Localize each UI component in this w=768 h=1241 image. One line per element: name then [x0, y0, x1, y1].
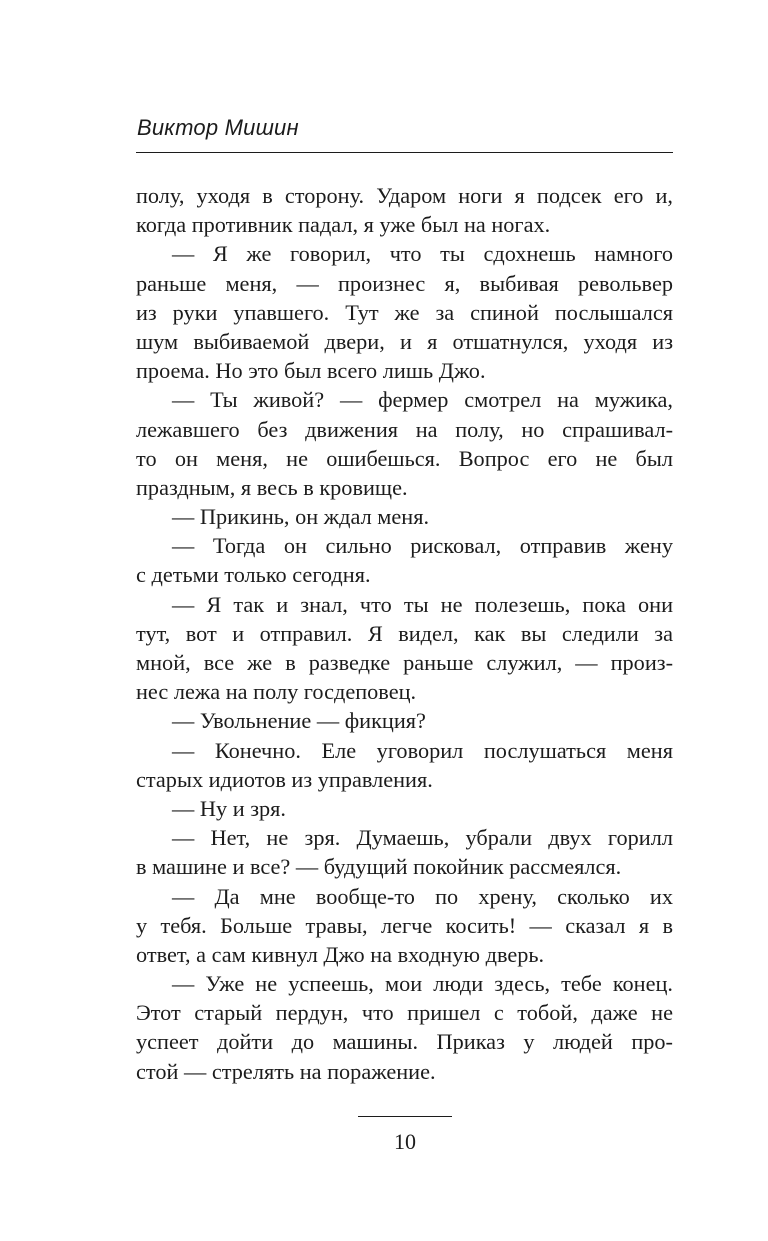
text-line: — Нет, не зря. Думаешь, убрали двух горилл [172, 825, 673, 851]
text-line: с детьми только сегодня. [136, 562, 371, 588]
text-line: — Тогда он сильно рисковал, отправив жену [172, 533, 673, 559]
text-line: шум выбиваемой двери, и я отшатнулся, уходя из [136, 328, 673, 354]
text-line: успеет дойти до машины. Приказ у людей про- [136, 1029, 673, 1055]
text-line: — Да мне вообще-то по хрену, сколько их [172, 883, 673, 909]
text-line: то он меня, не ошибешься. Вопрос его не был [136, 445, 673, 471]
running-head-author: Виктор Мишин [137, 115, 299, 140]
text-line: полу, уходя в сторону. Ударом ноги я подсек его и, [136, 183, 673, 208]
text-line: ответ, а сам кивнул Джо на входную дверь. [136, 941, 545, 967]
text-line: праздным, я весь в кровище. [136, 474, 408, 500]
text-line: тут, вот и отправил. Я видел, как вы следили за [136, 620, 673, 646]
text-line: проема. Но это был всего лишь Джо. [136, 358, 486, 384]
text-line: у тебя. Больше травы, легче косить! — сказал я в [136, 912, 673, 938]
page-number: 10 [394, 1129, 416, 1154]
text-line: лежавшего без движения на полу, но спрашивал- [136, 416, 673, 442]
text-line: Этот старый пердун, что пришел с тобой, даже не [136, 1000, 673, 1026]
text-line: — Конечно. Еле уговорил послушаться меня [172, 737, 673, 763]
footer-rule [358, 1116, 452, 1117]
text-line: — Ну и зря. [172, 795, 286, 821]
body-text [136, 181, 673, 1086]
text-line: — Уже не успеешь, мои люди здесь, тебе конец. [172, 971, 673, 997]
text-line: — Увольнение — фикция? [172, 708, 426, 734]
header-rule [136, 152, 673, 153]
text-line: — Я так и знал, что ты не полезешь, пока они [172, 591, 673, 617]
text-line: раньше меня, — произнес я, выбивая револьвер [136, 270, 673, 296]
text-line: из руки упавшего. Тут же за спиной послышался [136, 299, 673, 325]
text-line: стой — стрелять на поражение. [136, 1058, 436, 1084]
text-line: нес лежа на полу госдеповец. [136, 679, 417, 705]
text-line: в машине и все? — будущий покойник рассмеялся. [136, 854, 622, 880]
text-line: — Прикинь, он ждал меня. [172, 504, 430, 530]
text-line: — Я же говорил, что ты сдохнешь намного [172, 241, 673, 267]
text-line: мной, все же в разведке раньше служил, — произ- [136, 650, 673, 675]
text-line: — Ты живой? — фермер смотрел на мужика, [172, 387, 673, 413]
text-line: когда противник падал, я уже был на ногах. [136, 212, 551, 238]
text-line: старых идиотов из управления. [136, 766, 433, 792]
